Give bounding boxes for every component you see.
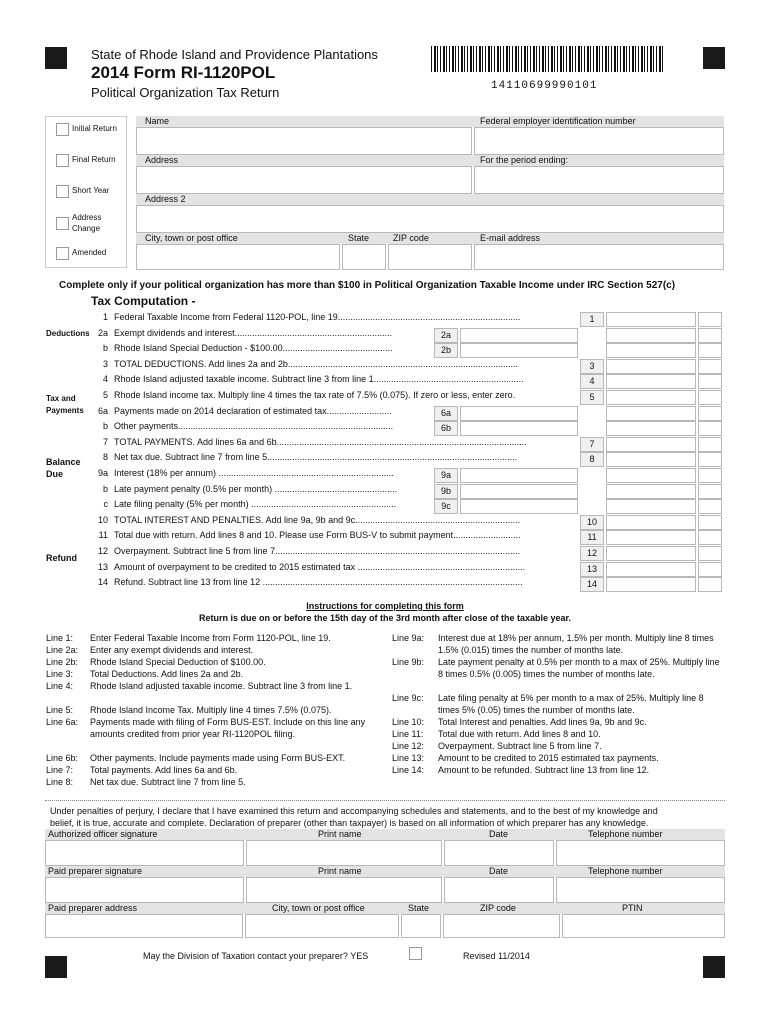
checkbox-final-return[interactable] [56, 154, 69, 167]
line-cents-field[interactable] [698, 546, 722, 561]
instruction-line-text: Payments made with filing of Form BUS-EST. Include on this line any amounts credited from prior year RI-1120POL filing. [90, 717, 366, 739]
line-cents-field[interactable] [698, 421, 722, 436]
line-description: Net tax due. Subtract line 7 from line 5.................................................................................................... [114, 452, 518, 462]
checkbox-label-short-year: Short Year [72, 186, 110, 195]
subline-amount-field[interactable] [460, 421, 578, 436]
instruction-line-text: Late payment penalty at 0.5% per month to a max of 25%. Multiply line 8 times 0.5% (0.005) times the number of months late. [438, 657, 720, 679]
preparer-zip-field[interactable] [443, 914, 560, 938]
instruction-line-text: Rhode Island Income Tax. Multiply line 4 times 7.5% (0.075). [90, 705, 332, 715]
line-amount-field[interactable] [606, 562, 696, 577]
line-row [96, 328, 722, 343]
line-cents-field[interactable] [698, 328, 722, 343]
instruction-line-key: Line 13: [392, 753, 425, 763]
line-row [96, 530, 722, 545]
preparer-phone-field[interactable] [556, 877, 725, 903]
line-cents-field[interactable] [698, 437, 722, 452]
line-amount-field[interactable] [606, 546, 696, 561]
line-number: 7 [102, 437, 108, 447]
line-amount-field[interactable] [606, 499, 696, 514]
line-box-label: 13 [580, 562, 604, 577]
line-amount-field[interactable] [606, 515, 696, 530]
checkbox-label-address-1: Address [72, 213, 102, 222]
instruction-line-key: Line 2a: [46, 645, 79, 655]
line-number: 12 [97, 546, 108, 556]
line-cents-field[interactable] [698, 390, 722, 405]
line-cents-field[interactable] [698, 359, 722, 374]
address2-field[interactable] [136, 205, 724, 233]
section-tax-payments-2: Payments [46, 406, 84, 415]
subline-amount-field[interactable] [460, 484, 578, 499]
phone-label-2: Telephone number [588, 866, 663, 876]
checkbox-label-address-2: Change [72, 224, 101, 233]
instruction-line-key: Line 6b: [46, 753, 79, 763]
subline-label: 9c [434, 499, 458, 514]
line-description: Overpayment. Subtract line 5 from line 7.................................................................................................. [114, 546, 521, 556]
officer-phone-field[interactable] [556, 840, 725, 866]
officer-print-name-field[interactable] [246, 840, 442, 866]
instruction-line-key: Line 6a: [46, 717, 79, 727]
instruction-line-text: Rhode Island Special Deduction of $100.00. [90, 657, 266, 667]
registration-mark-bottom-left [45, 956, 67, 978]
city-label: City, town or post office [145, 233, 238, 243]
state-field[interactable] [342, 244, 386, 270]
line-number: 13 [97, 562, 108, 572]
date-label-1: Date [489, 829, 509, 839]
instruction-line-key: Line 8: [46, 777, 74, 787]
line-number: 9a [97, 468, 108, 478]
ptin-label: PTIN [622, 903, 643, 913]
line-description: Other payments...................................................................................... [114, 421, 394, 431]
line-cents-field[interactable] [698, 468, 722, 483]
checkbox-initial-return[interactable] [56, 123, 69, 136]
instruction-line-text: Total Interest and penalties. Add lines 9a, 9b and 9c. [438, 717, 647, 727]
line-cents-field[interactable] [698, 406, 722, 421]
instruction-line-text: Enter any exempt dividends and interest. [90, 645, 254, 655]
line-row [96, 437, 722, 452]
line-amount-field[interactable] [606, 312, 696, 327]
declaration-rule [45, 800, 725, 801]
line-number: b [102, 421, 108, 431]
line-description: TOTAL DEDUCTIONS. Add lines 2a and 2b............................................................................................ [114, 359, 518, 369]
line-cents-field[interactable] [698, 452, 722, 467]
preparer-city-field[interactable] [245, 914, 399, 938]
section-balance-1: Balance [46, 457, 81, 467]
line-description: Federal Taxable Income from Federal 1120-POL, line 19......................................................................... [114, 312, 521, 322]
preparer-address-label: Paid preparer address [48, 903, 138, 913]
instruction-line-key: Line 7: [46, 765, 74, 775]
subline-label: 6a [434, 406, 458, 421]
address-label-bar [136, 155, 724, 166]
instruction-line-text: Net tax due. Subtract line 7 from line 5. [90, 777, 246, 787]
officer-sig-label: Authorized officer signature [48, 829, 158, 839]
instruction-line-key: Line 5: [46, 705, 74, 715]
instructions-title: Instructions for completing this form [306, 601, 464, 611]
instruction-line-text: Enter Federal Taxable Income from Form 1120-POL, line 19. [90, 633, 331, 643]
instruction-line-text: Overpayment. Subtract line 5 from line 7. [438, 741, 602, 751]
line-number: 6a [97, 406, 108, 416]
line-row [96, 468, 722, 483]
line-box-label: 4 [580, 374, 604, 389]
line-description: Late payment penalty (0.5% per month) ................................................. [114, 484, 398, 494]
line-description: Late filing penalty (5% per month) .......................................................... [114, 499, 397, 509]
address-field[interactable] [136, 166, 472, 194]
fein-label: Federal employer identification number [480, 116, 636, 126]
line-box-label: 1 [580, 312, 604, 327]
line-description: Amount of overpayment to be credited to 2015 estimated tax ................................................................... [114, 562, 526, 572]
name-field[interactable] [136, 127, 472, 155]
line-description: TOTAL PAYMENTS. Add lines 6a and 6b.................................................................................................... [114, 437, 527, 447]
instruction-line-text: Total payments. Add lines 6a and 6b. [90, 765, 238, 775]
form-title: 2014 Form RI-1120POL [91, 63, 276, 82]
subline-label: 2a [434, 328, 458, 343]
period-field[interactable] [474, 166, 724, 194]
line-amount-field[interactable] [606, 328, 696, 343]
line-description: Total due with return. Add lines 8 and 10. Please use Form BUS-V to submit payment........................... [114, 530, 521, 540]
subline-amount-field[interactable] [460, 468, 578, 483]
barcode-number: 14110699990101 [491, 80, 598, 92]
checkbox-label-final: Final Return [72, 155, 116, 164]
city-field[interactable] [136, 244, 340, 270]
state-label: State [348, 233, 370, 243]
preparer-city-label: City, town or post office [272, 903, 365, 913]
registration-mark-top-right [703, 47, 725, 69]
eligibility-notice: Complete only if your political organization has more than $100 in Political Organization Taxable Income under IRC Section 527(c) [59, 280, 676, 291]
email-label: E-mail address [480, 233, 541, 243]
subline-amount-field[interactable] [460, 406, 578, 421]
registration-mark-bottom-right [703, 956, 725, 978]
form-subtitle: Political Organization Tax Return [91, 85, 280, 100]
line-row [96, 546, 722, 561]
instruction-line-key: Line 9b: [392, 657, 425, 667]
instruction-line-key: Line 11: [392, 729, 424, 739]
instruction-line-text: Late filing penalty at 5% per month to a max of 25%. Multiply line 8 times 5% (0.05) times the number of months late. [438, 693, 704, 715]
contact-preparer-question: May the Division of Taxation contact your preparer? YES [143, 951, 369, 961]
line-row [96, 499, 722, 514]
address2-label: Address 2 [145, 194, 186, 204]
tax-computation-heading: Tax Computation - [91, 294, 196, 308]
checkbox-label-amended: Amended [72, 248, 107, 257]
instruction-line-text: Amount to be refunded. Subtract line 13 from line 12. [438, 765, 650, 775]
line-cents-field[interactable] [698, 374, 722, 389]
name-label-bar [136, 116, 724, 127]
line-cents-field[interactable] [698, 577, 722, 592]
fein-field[interactable] [474, 127, 724, 155]
line-number: 8 [102, 452, 108, 462]
line-box-label: 7 [580, 437, 604, 452]
line-amount-field[interactable] [606, 437, 696, 452]
subline-label: 2b [434, 343, 458, 358]
instructions-due: Return is due on or before the 15th day of the 3rd month after close of the taxable year. [198, 613, 572, 623]
subline-amount-field[interactable] [460, 328, 578, 343]
line-box-label: 12 [580, 546, 604, 561]
line-number: 2a [97, 328, 108, 338]
line-box-label: 3 [580, 359, 604, 374]
subline-amount-field[interactable] [460, 343, 578, 358]
line-cents-field[interactable] [698, 562, 722, 577]
line-amount-field[interactable] [606, 468, 696, 483]
line-amount-field[interactable] [606, 374, 696, 389]
line-amount-field[interactable] [606, 484, 696, 499]
registration-mark-top-left [45, 47, 67, 69]
line-row [96, 406, 722, 421]
line-box-label: 11 [580, 530, 604, 545]
line-number: 5 [102, 390, 108, 400]
instruction-line-key: Line 14: [392, 765, 425, 775]
email-field[interactable] [474, 244, 724, 270]
line-number: 10 [97, 515, 108, 525]
address2-label-bar [136, 194, 724, 205]
preparer-print-name-field[interactable] [246, 877, 442, 903]
instruction-line-key: Line 9a: [392, 633, 425, 643]
line-amount-field[interactable] [606, 390, 696, 405]
section-deductions: Deductions [46, 329, 90, 338]
line-description: Payments made on 2014 declaration of estimated tax.......................... [114, 406, 392, 416]
line-cents-field[interactable] [698, 312, 722, 327]
zip-field[interactable] [388, 244, 472, 270]
subline-label: 6b [434, 421, 458, 436]
line-amount-field[interactable] [606, 406, 696, 421]
phone-label-1: Telephone number [588, 829, 663, 839]
line-box-label: 8 [580, 452, 604, 467]
line-cents-field[interactable] [698, 530, 722, 545]
instruction-line-key: Line 12: [392, 741, 425, 751]
preparer-state-label: State [408, 903, 430, 913]
preparer-address-field[interactable] [45, 914, 243, 938]
line-row [96, 421, 722, 436]
instruction-line-text: Total due with return. Add lines 8 and 10. [438, 729, 601, 739]
line-amount-field[interactable] [606, 421, 696, 436]
checkbox-amended[interactable] [56, 247, 69, 260]
instruction-line-key: Line 10: [392, 717, 425, 727]
preparer-zip-label: ZIP code [480, 903, 516, 913]
checkbox-short-year[interactable] [56, 185, 69, 198]
period-label: For the period ending: [480, 155, 569, 165]
line-row [96, 390, 722, 405]
line-box-label: 10 [580, 515, 604, 530]
line-description: TOTAL INTEREST AND PENALTIES. Add line 9a, 9b and 9c.................................................................. [114, 515, 521, 525]
line-cents-field[interactable] [698, 484, 722, 499]
line-number: c [103, 499, 108, 509]
line-row [96, 562, 722, 577]
line-row [96, 577, 722, 592]
officer-signature-field[interactable] [45, 840, 244, 866]
declaration-line-1: Under penalties of perjury, I declare that I have examined this return and accompanying schedules and statements, and to the best of my knowledge and [50, 806, 658, 816]
line-row [96, 515, 722, 530]
contact-preparer-yes-checkbox[interactable] [409, 947, 422, 960]
declaration-line-2: belief, it is true, accurate and complete. Declaration of preparer (other than taxpayer) is based on all information of which preparer has any knowledge. [50, 818, 649, 828]
state-name: State of Rhode Island and Providence Plantations [91, 47, 378, 62]
officer-date-field[interactable] [444, 840, 554, 866]
section-balance-2: Due [46, 469, 64, 479]
instruction-line-key: Line 9c: [392, 693, 424, 703]
line-amount-field[interactable] [606, 452, 696, 467]
preparer-state-field[interactable] [401, 914, 441, 938]
line-row [96, 484, 722, 499]
barcode [431, 46, 663, 72]
preparer-date-field[interactable] [444, 877, 554, 903]
line-amount-field[interactable] [606, 359, 696, 374]
line-amount-field[interactable] [606, 577, 696, 592]
instruction-line-key: Line 3: [46, 669, 74, 679]
instruction-line-text: Other payments. Include payments made using Form BUS-EXT. [90, 753, 346, 763]
date-label-2: Date [489, 866, 509, 876]
line-description: Interest (18% per annum) ...................................................................... [114, 468, 394, 478]
line-description: Rhode Island adjusted taxable income. Subtract line 3 from line 1............................................................ [114, 374, 524, 384]
line-description: Rhode Island Special Deduction - $100.00............................................ [114, 343, 393, 353]
address-label: Address [145, 155, 179, 165]
preparer-signature-field[interactable] [45, 877, 244, 903]
line-row [96, 343, 722, 358]
section-refund: Refund [46, 553, 77, 563]
checkbox-label-initial: Initial Return [72, 124, 117, 133]
preparer-sig-label: Paid preparer signature [48, 866, 143, 876]
line-amount-field[interactable] [606, 343, 696, 358]
instruction-line-key: Line 1: [46, 633, 74, 643]
instruction-line-text: Rhode Island adjusted taxable income. Subtract line 3 from line 1. [90, 681, 353, 691]
line-number: 4 [102, 374, 108, 384]
print-name-label-1: Print name [318, 829, 362, 839]
line-description: Exempt dividends and interest............................................................... [114, 328, 393, 338]
line-row [96, 452, 722, 467]
revised-date: Revised 11/2014 [463, 951, 530, 961]
line-row [96, 359, 722, 374]
line-box-label: 14 [580, 577, 604, 592]
zip-label: ZIP code [393, 233, 429, 243]
line-box-label: 5 [580, 390, 604, 405]
line-cents-field[interactable] [698, 499, 722, 514]
checkbox-address-change[interactable] [56, 217, 69, 230]
line-number: 14 [97, 577, 108, 587]
subline-amount-field[interactable] [460, 499, 578, 514]
line-row [96, 312, 722, 327]
ptin-field[interactable] [562, 914, 725, 938]
section-tax-payments-1: Tax and [46, 394, 76, 403]
instruction-line-key: Line 4: [46, 681, 74, 691]
line-cents-field[interactable] [698, 515, 722, 530]
instruction-line-text: Total Deductions. Add lines 2a and 2b. [90, 669, 244, 679]
name-label: Name [145, 116, 170, 126]
instruction-line-text: Interest due at 18% per annum, 1.5% per month. Multiply line 8 times 1.5% (0.015) times the number of months late. [438, 633, 714, 655]
line-amount-field[interactable] [606, 530, 696, 545]
line-number: 3 [102, 359, 108, 369]
line-cents-field[interactable] [698, 343, 722, 358]
line-number: 1 [102, 312, 108, 322]
line-description: Refund. Subtract line 13 from line 12 ........................................................................................................ [114, 577, 523, 587]
line-number: 11 [98, 530, 108, 540]
print-name-label-2: Print name [318, 866, 362, 876]
subline-label: 9a [434, 468, 458, 483]
instruction-line-key: Line 2b: [46, 657, 79, 667]
instruction-line-text: Amount to be credited to 2015 estimated tax payments. [438, 753, 659, 763]
subline-label: 9b [434, 484, 458, 499]
line-number: b [102, 484, 108, 494]
line-row [96, 374, 722, 389]
line-number: b [102, 343, 108, 353]
line-description: Rhode Island income tax. Multiply line 4 times the tax rate of 7.5% (0.075). If zero or less, enter zero. [114, 390, 516, 400]
